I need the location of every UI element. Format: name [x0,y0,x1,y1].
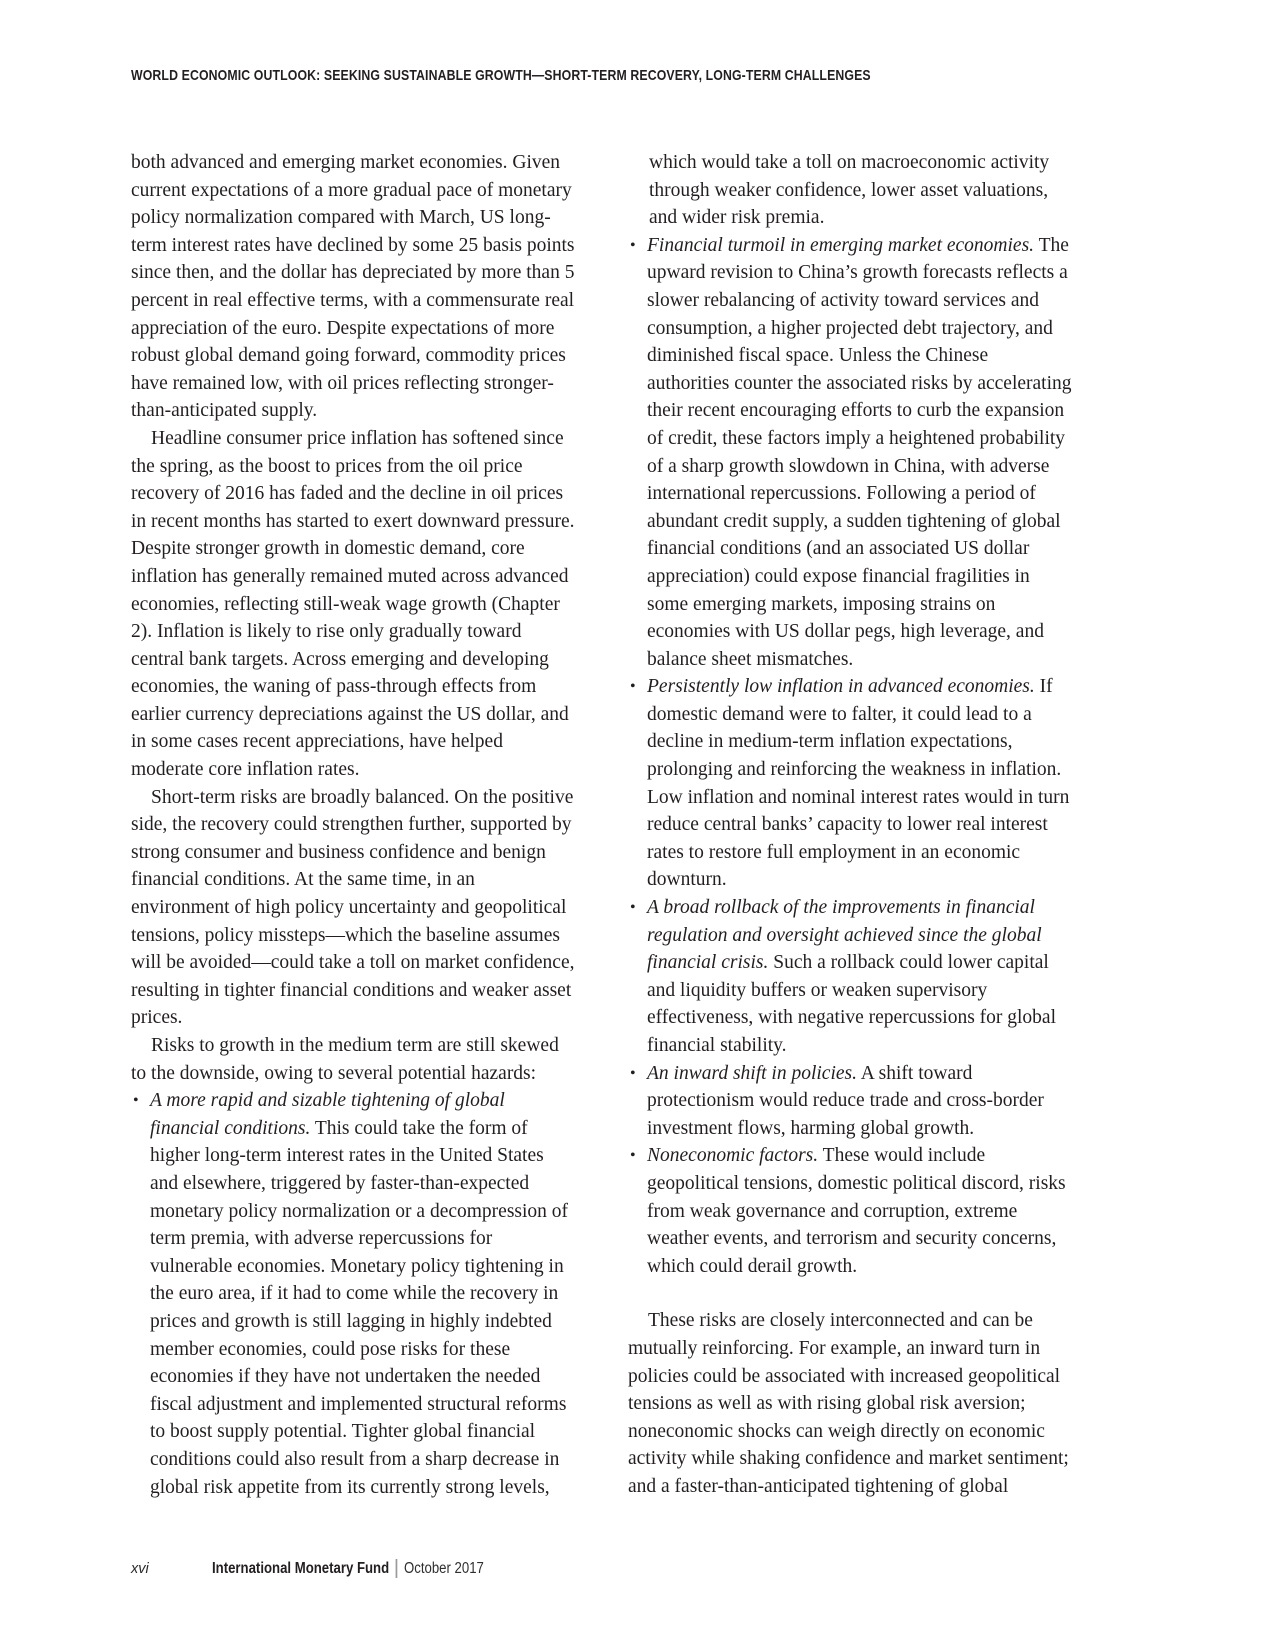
bullet-text: Financial turmoil in emerging market economies. The upward revision to China’s growth forecasts reflects a slower rebalancing of activity toward services and consumption, a higher projected debt trajectory, and diminished fiscal space. Unless the Chinese authorities counter the associated risks by accelerating their recent encouraging efforts to curb the expansion of credit, these factors imply a heightened probability of a sharp growth slowdown in China, with adverse international repercussions. Following a period of abundant credit supply, a sudden tightening of global financial conditions (and an associated US dollar appreciation) could expose financial fragilities in some emerging markets, imposing strains on economies with US dollar pegs, high leverage, and balance sheet mismatches. [647,234,1072,670]
paragraph: Risks to growth in the medium term are still skewed to the downside, owing to several potential hazards: [131,1035,559,1084]
bullet-lead-italic: Noneconomic factors. [647,1145,819,1167]
bullet-text: An inward shift in policies. A shift toward protectionism would reduce trade and cross-border investment flows, harming global growth. [647,1062,1044,1139]
page-number: xvi [131,1560,149,1577]
bullet-item [131,1087,576,1501]
bullet-marker-icon: • [630,1147,636,1165]
running-head: WORLD ECONOMIC OUTLOOK: SEEKING SUSTAINABLE GROWTH—SHORT-TERM RECOVERY, LONG-TERM CHALLENGES [131,67,871,84]
bullet-item [628,1060,1073,1143]
bullet-lead-italic: An inward shift in policies. [647,1062,857,1084]
right-column [628,149,1073,1501]
bullet-lead-italic: Persistently low inflation in advanced economies. [647,676,1035,698]
bullet-item [628,894,1073,1060]
bullet-text: A more rapid and sizable tightening of global financial conditions. This could take the form of higher long-term interest rates in the United States and elsewhere, triggered by faster-than-expected monetary policy normalization or a decompression of term premia, with adverse repercussions for vulnerable economies. Monetary policy tightening in the euro area, if it had to come while the recovery in prices and growth is still lagging in highly indebted member economies, could pose risks for these economies if they have not undertaken the needed fiscal adjustment and implemented structural reforms to boost supply potential. Tighter global financial conditions could also result from a sharp decrease in global risk appetite from its currently strong levels, [150,1090,569,1498]
bullet-marker-icon: • [630,236,636,254]
bullet-text: Noneconomic factors. These would include geopolitical tensions, domestic political discord, risks from weak governance and corruption, extreme weather events, and terrorism and security concerns, which could derail growth. [647,1145,1066,1277]
two-column-body [131,149,1073,1501]
footer-divider [396,1559,397,1578]
paragraph: both advanced and emerging market economies. Given current expectations of a more gradual pace of monetary policy normalization compared with March, US long-term interest rates have declined by some 25 basis points since then, and the dollar has depreciated by more than 5 percent in real effective terms, with a commensurate real appreciation of the euro. Despite expectations of more robust global demand going forward, commodity prices have remained low, with oil prices reflecting stronger-than-anticipated supply. [131,152,575,422]
bullet-text: A broad rollback of the improvements in financial regulation and oversight achieved since the global financial crisis. Such a rollback could lower capital and liquidity buffers or weaken supervisory effectiveness, with negative repercussions for global financial stability. [647,897,1057,1056]
paragraph: Headline consumer price inflation has softened since the spring, as the boost to prices from the oil price recovery of 2016 has faded and the decline in oil prices in recent months has started to exert downward pressure. Despite stronger growth in domestic demand, core inflation has generally remained muted across advanced economies, reflecting still-weak wage growth (Chapter 2). Inflation is likely to rise only gradually toward central bank targets. Across emerging and developing economies, the waning of pass-through effects from earlier currency depreciations against the US dollar, and in some cases recent appreciations, have helped moderate core inflation rates. [131,427,575,781]
footer-brand [212,1559,484,1578]
paragraph: These risks are closely interconnected and can be mutually reinforcing. For example, an inward turn in policies could be associated with increased geopolitical tensions as well as with rising global risk aversion; noneconomic shocks can weigh directly on economic activity while shaking confidence and market sentiment; and a faster-than-anticipated tightening of global [628,1310,1069,1497]
bullet-item [628,673,1073,894]
bullet-marker-icon: • [630,1064,636,1082]
bullet-marker-icon: • [630,678,636,696]
bullet-item [628,1142,1073,1280]
bullet-text: Persistently low inflation in advanced economies. If domestic demand were to falter, it could lead to a decline in medium-term inflation expectations, prolonging and reinforcing the weakness in inflation. Low inflation and nominal interest rates would in turn reduce central banks’ capacity to lower real interest rates to restore full employment in an economic downturn. [647,676,1070,891]
bullet-marker-icon: • [630,899,636,917]
bullet-lead-italic: Financial turmoil in emerging market economies. [647,234,1035,256]
paragraph: Short-term risks are broadly balanced. On the positive side, the recovery could strengthen further, supported by strong consumer and business confidence and benign financial conditions. At the same time, in an environment of high policy uncertainty and geopolitical tensions, policy missteps—which the baseline assumes will be avoided—could take a toll on market confidence, resulting in tighter financial conditions and weaker asset prices. [131,786,575,1029]
bullet-marker-icon: • [133,1092,139,1110]
bullet-lead-italic: A broad rollback of the improvements in financial regulation and oversight achieved since the global financial crisis. [647,897,1042,974]
page-footer [131,1559,532,1578]
bullet-lead-italic: A more rapid and sizable tightening of global financial conditions. [150,1090,505,1139]
left-column [131,149,576,1501]
bullet-item [628,232,1073,674]
continuation-paragraph: which would take a toll on macroeconomic activity through weaker confidence, lower asset valuations, and wider risk premia. [649,152,1050,229]
publisher-name: International Monetary Fund [212,1559,390,1577]
issue-date: October 2017 [404,1559,484,1577]
